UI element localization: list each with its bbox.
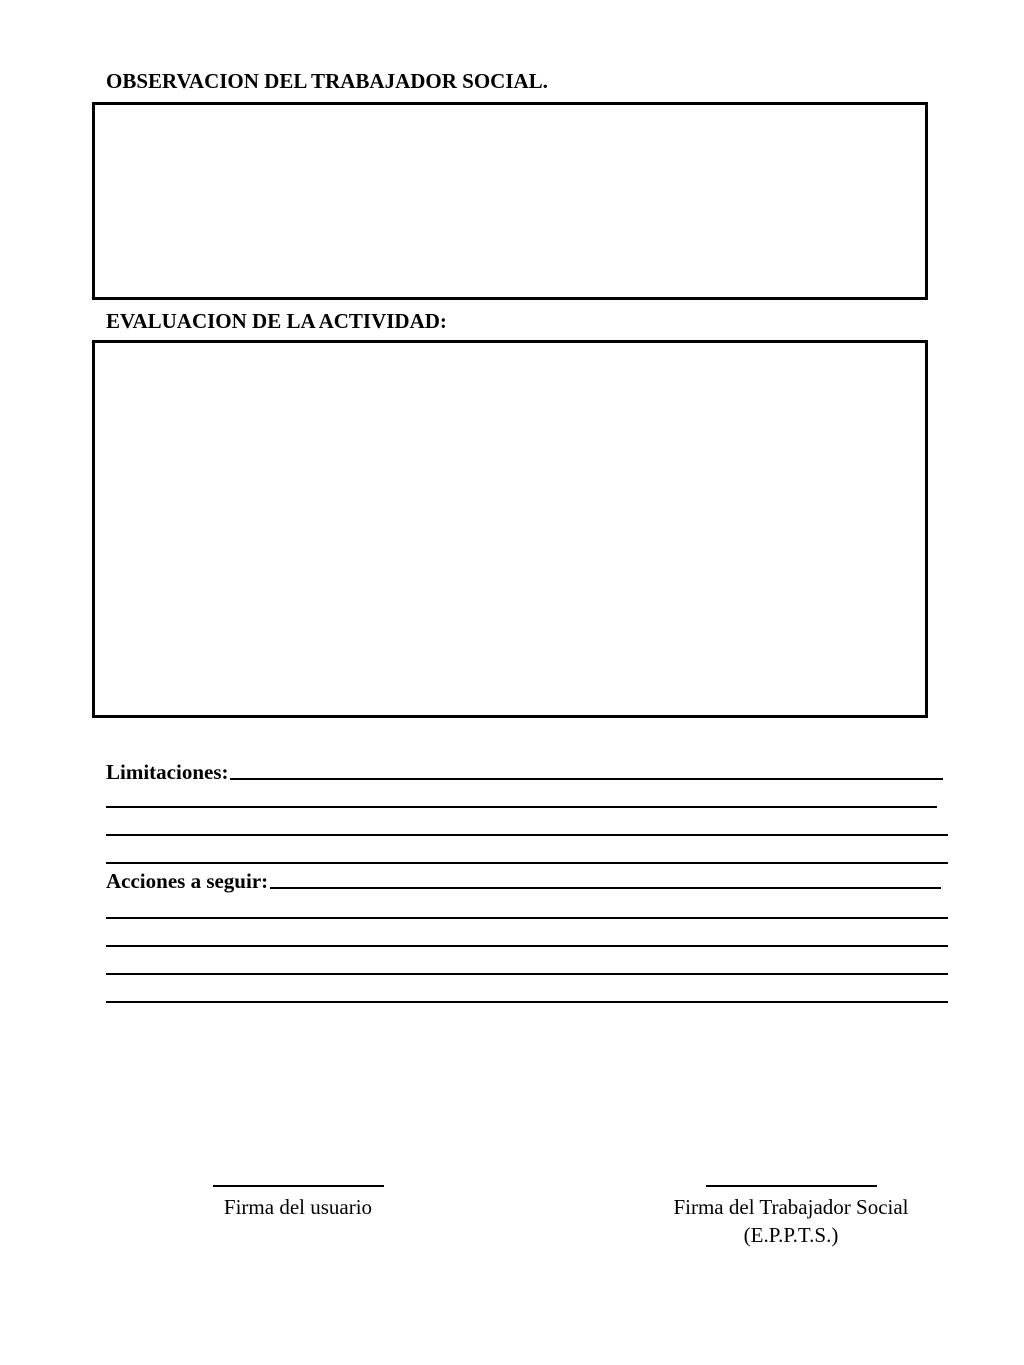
acciones-rule (270, 887, 941, 889)
limitaciones-rule (230, 778, 943, 780)
acciones-line[interactable] (106, 981, 948, 1007)
trabajador-signature-label: Firma del Trabajador Social (673, 1195, 909, 1219)
limitaciones-line[interactable] (106, 814, 948, 840)
limitaciones-row[interactable] (106, 758, 943, 784)
trabajador-signature-line[interactable] (706, 1185, 877, 1187)
acciones-line[interactable] (106, 925, 948, 951)
acciones-row[interactable] (106, 867, 941, 893)
writing-rule (106, 945, 948, 947)
evaluacion-box[interactable] (92, 340, 928, 718)
acciones-line[interactable] (106, 953, 948, 979)
writing-rule (106, 1001, 948, 1003)
limitaciones-line[interactable] (106, 786, 937, 812)
acciones-label: Acciones a seguir: (106, 869, 269, 893)
writing-rule (106, 862, 948, 864)
evaluacion-heading: EVALUACION DE LA ACTIVIDAD: (106, 309, 447, 333)
writing-rule (106, 973, 948, 975)
acciones-line[interactable] (106, 897, 948, 923)
usuario-signature-label: Firma del usuario (223, 1195, 373, 1219)
writing-rule (106, 834, 948, 836)
observacion-heading: OBSERVACION DEL TRABAJADOR SOCIAL. (106, 69, 548, 93)
trabajador-signature-subtitle: (E.P.P.T.S.) (743, 1223, 839, 1247)
limitaciones-line[interactable] (106, 842, 948, 868)
limitaciones-label: Limitaciones: (106, 760, 229, 784)
observacion-box[interactable] (92, 102, 928, 300)
usuario-signature-line[interactable] (213, 1185, 384, 1187)
writing-rule (106, 917, 948, 919)
writing-rule (106, 806, 937, 808)
